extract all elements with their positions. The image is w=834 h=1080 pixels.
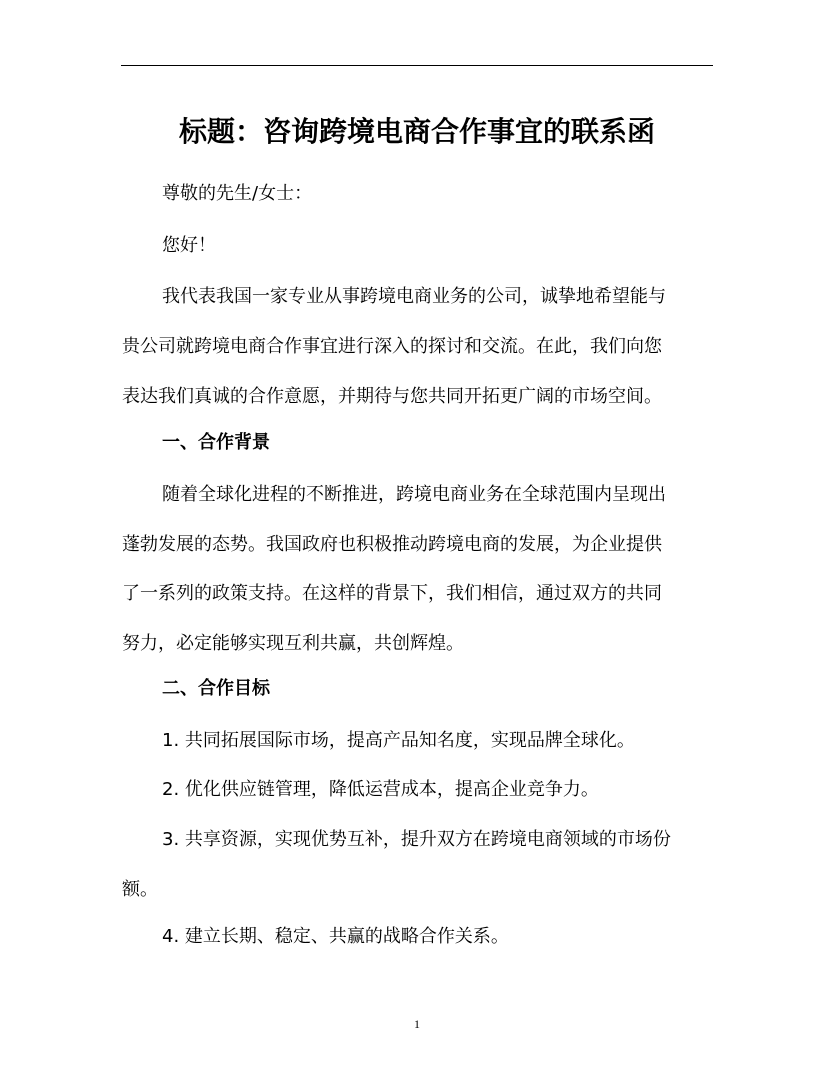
intro-line: 我代表我国一家专业从事跨境电商业务的公司，诚挚地希望能与 — [162, 286, 666, 307]
background-line: 努力，必定能够实现互利共赢，共创辉煌。 — [122, 633, 464, 654]
background-line: 随着全球化进程的不断推进，跨境电商业务在全球范围内呈现出 — [162, 484, 666, 505]
section-heading-background: 一、合作背景 — [162, 432, 270, 453]
page-number: 1 — [414, 1017, 420, 1031]
goal-item-2: 2. 优化供应链管理，降低运营成本，提高企业竞争力。 — [162, 779, 599, 800]
goal-item-1: 1. 共同拓展国际市场，提高产品知名度，实现品牌全球化。 — [162, 730, 635, 751]
greeting: 您好！ — [162, 235, 216, 256]
background-line: 了一系列的政策支持。在这样的背景下，我们相信，通过双方的共同 — [122, 583, 662, 604]
background-line: 蓬勃发展的态势。我国政府也积极推动跨境电商的发展，为企业提供 — [122, 534, 662, 555]
document-title: 标题：咨询跨境电商合作事宜的联系函 — [178, 115, 655, 148]
header-rule — [121, 65, 713, 66]
goal-item-3-continued: 额。 — [122, 879, 158, 900]
intro-line: 表达我们真诚的合作意愿，并期待与您共同开拓更广阔的市场空间。 — [122, 386, 662, 407]
salutation: 尊敬的先生/女士： — [162, 183, 313, 204]
intro-line: 贵公司就跨境电商合作事宜进行深入的探讨和交流。在此，我们向您 — [122, 336, 662, 357]
section-heading-goals: 二、合作目标 — [162, 678, 270, 699]
goal-item-4: 4. 建立长期、稳定、共赢的战略合作关系。 — [162, 926, 509, 947]
goal-item-3: 3. 共享资源，实现优势互补，提升双方在跨境电商领域的市场份 — [162, 829, 671, 850]
